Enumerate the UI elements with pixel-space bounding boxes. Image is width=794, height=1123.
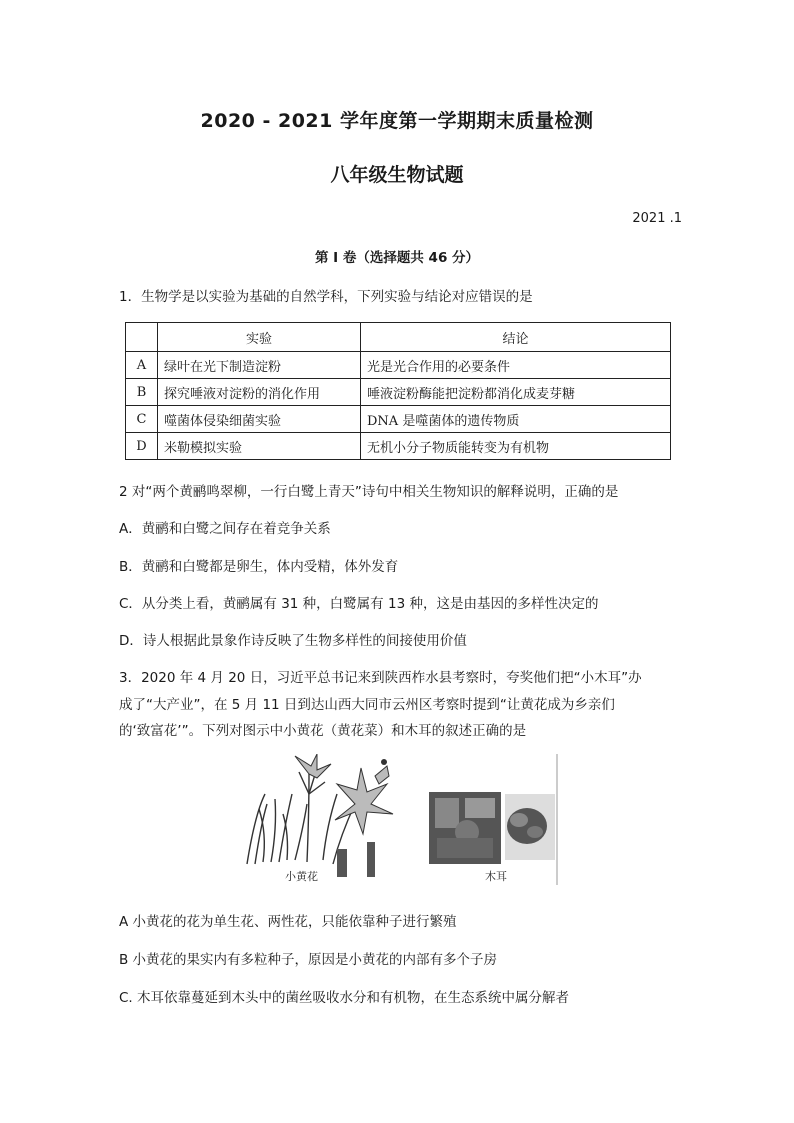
question-2-option-d: D．诗人根据此景象作诗反映了生物多样性的间接使用价值	[119, 633, 467, 649]
fungus-photo-2	[505, 794, 555, 860]
stem-base	[337, 849, 347, 877]
question-3-stem-line-3: 的‘致富花’”。下列对图示中小黄花（黄花菜）和木耳的叙述正确的是	[119, 723, 527, 739]
question-3-option-a: A 小黄花的花为单生花、两性花，只能依靠种子进行繁殖	[119, 914, 457, 930]
row-key: A	[126, 352, 158, 379]
section-title: 第 I 卷（选择题共 46 分）	[314, 250, 480, 266]
question-3-stem-line-2: 成了“大产业”，在 5 月 11 日到达山西大同市云州区考察时提到“让黄花成为乡亲们	[119, 697, 615, 713]
question-2-option-c: C．从分类上看，黄鹂属有 31 种，白鹭属有 13 种，这是由基因的多样性决定的	[119, 596, 599, 612]
question-3-option-c: C. 木耳依靠蔓延到木头中的菌丝吸收水分和有机物，在生态系统中属分解者	[119, 990, 570, 1006]
row-experiment: 探究唾液对淀粉的消化作用	[158, 379, 361, 406]
caption-daylily: 小黄花	[285, 870, 318, 883]
experiment-table	[125, 322, 671, 460]
row-conclusion: 光是光合作用的必要条件	[361, 352, 671, 379]
exam-title: 2020 - 2021 学年度第一学期期末质量检测	[200, 110, 594, 132]
question-1-stem: 1．生物学是以实验为基础的自然学科，下列实验与结论对应错误的是	[119, 289, 533, 305]
row-experiment: 绿叶在光下制造淀粉	[158, 352, 361, 379]
row-key: D	[126, 433, 158, 460]
table-row	[126, 433, 671, 460]
row-experiment: 噬菌体侵染细菌实验	[158, 406, 361, 433]
question-2-option-b: B．黄鹂和白鹭都是卵生，体内受精，体外发育	[119, 559, 399, 575]
row-experiment: 米勒模拟实验	[158, 433, 361, 460]
caption-fungus: 木耳	[485, 870, 507, 883]
exam-date: 2021 .1	[632, 211, 682, 226]
table-header-key	[126, 323, 158, 352]
question-3-option-b: B 小黄花的果实内有多粒种子，原因是小黄花的内部有多个子房	[119, 952, 498, 968]
table-row	[126, 352, 671, 379]
row-conclusion: 无机小分子物质能转变为有机物	[361, 433, 671, 460]
row-conclusion: 唾液淀粉酶能把淀粉都消化成麦芽糖	[361, 379, 671, 406]
table-row	[126, 379, 671, 406]
question-2-stem: 2 对“两个黄鹂鸣翠柳，一行白鹭上青天”诗句中相关生物知识的解释说明，正确的是	[119, 484, 619, 500]
row-conclusion: DNA 是噬菌体的遗传物质	[361, 406, 671, 433]
question-3-stem-line-1: 3．2020 年 4 月 20 日，习近平总书记来到陕西柞水县考察时，夸奖他们把“小木耳”办	[119, 670, 642, 686]
table-header-experiment: 实验	[158, 323, 361, 352]
table-header-row	[126, 323, 671, 352]
lily-and-fungus-illustration	[237, 754, 559, 885]
fungus-photo-1	[429, 792, 501, 864]
question-2-option-a: A．黄鹂和白鹭之间存在着竞争关系	[119, 521, 331, 537]
row-key: B	[126, 379, 158, 406]
table-row	[126, 406, 671, 433]
row-key: C	[126, 406, 158, 433]
table-header-conclusion: 结论	[361, 323, 671, 352]
exam-subtitle: 八年级生物试题	[330, 164, 464, 186]
plant-figure	[237, 754, 559, 885]
